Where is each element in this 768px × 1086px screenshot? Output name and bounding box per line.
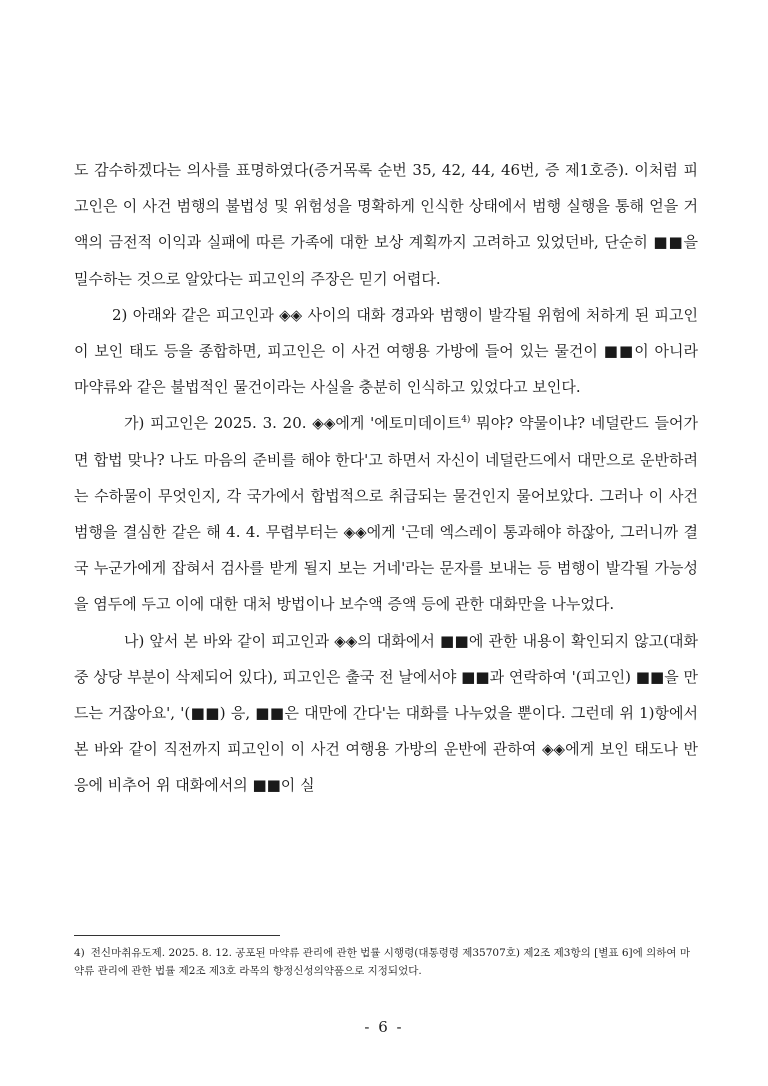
paragraph-continuation: 도 감수하겠다는 의사를 표명하였다(증거목록 순번 35, 42, 44, 46번, 증 제1호증). 이처럼 피고인은 이 사건 범행의 불법성 및 위험성을 명확하게 인식한 상태에서 범행 실행을 통해 얻을 거액의 금전적 이익과 실패에 따른 가족에 대한 보상 계획까지 고려하고 있었던바, 단순히 ■■을 밀수하는 것으로 알았다는 피고인의 주장은 믿기 어렵다. <box>74 161 698 288</box>
footnote <box>74 944 700 980</box>
body-text <box>74 152 698 804</box>
paragraph-point-ga-start: 가) 피고인은 2025. 3. 20. ◈◈에게 '에토미데이트 <box>124 414 462 433</box>
footnote-divider <box>74 935 280 936</box>
paragraph-point-na: 나) 앞서 본 바와 같이 피고인과 ◈◈의 대화에서 ■■에 관한 내용이 확인되지 않고(대화 중 상당 부분이 삭제되어 있다), 피고인은 출국 전 날에서야 ■■과 연락하여 '(피고인) ■■을 만드는 거잖아요', '(■■) 응, ■■은 대만에 간다'는 대화를 나누었을 뿐이다. 그런데 위 1)항에서 본 바와 같이 직전까지 피고인이 이 사건 여행용 가방의 운반에 관하여 ◈◈에게 보인 태도나 반응에 비추어 위 대화에서의 ■■이 실 <box>74 631 698 795</box>
footnote-reference[interactable]: 4) <box>461 415 471 426</box>
footnote-number: 4) <box>74 947 85 959</box>
paragraph-point-ga-rest: 뭐야? 약물이냐? 네덜란드 들어가면 합법 맞나? 나도 마음의 준비를 해야 한다'고 하면서 자신이 네덜란드에서 대만으로 운반하려는 수하물이 무엇인지, 각 국가에서 합법적으로 취급되는 물건인지 물어보았다. 그러나 이 사건 범행을 결심한 같은 해 4. 4. 무렵부터는 ◈◈에게 '근데 엑스레이 통과해야 하잖아, 그러니까 결국 누군가에게 잡혀서 검사를 받게 될지 보는 거네'라는 문자를 보내는 등 범행이 발각될 가능성을 염두에 두고 이에 대한 대처 방법이나 보수액 증액 등에 관한 대화만을 나누었다. <box>74 414 698 614</box>
paragraph-point-2: 2) 아래와 같은 피고인과 ◈◈ 사이의 대화 경과와 범행이 발각될 위험에 처하게 된 피고인이 보인 태도 등을 종합하면, 피고인은 이 사건 여행용 가방에 들어 있는 물건이 ■■이 아니라 마약류와 같은 불법적인 물건이라는 사실을 충분히 인식하고 있었다고 보인다. <box>74 305 698 397</box>
paragraph-point-ga <box>74 405 698 622</box>
footnote-text: 전신마취유도제. 2025. 8. 12. 공포된 마약류 관리에 관한 법률 시행령(대통령령 제35707호) 제2조 제3항의 [별표 6]에 의하여 마약류 관리에 관한 법률 제2조 제3호 라목의 향정신성의약품으로 지정되었다. <box>74 947 690 977</box>
page-number: - 6 - <box>364 1018 404 1036</box>
